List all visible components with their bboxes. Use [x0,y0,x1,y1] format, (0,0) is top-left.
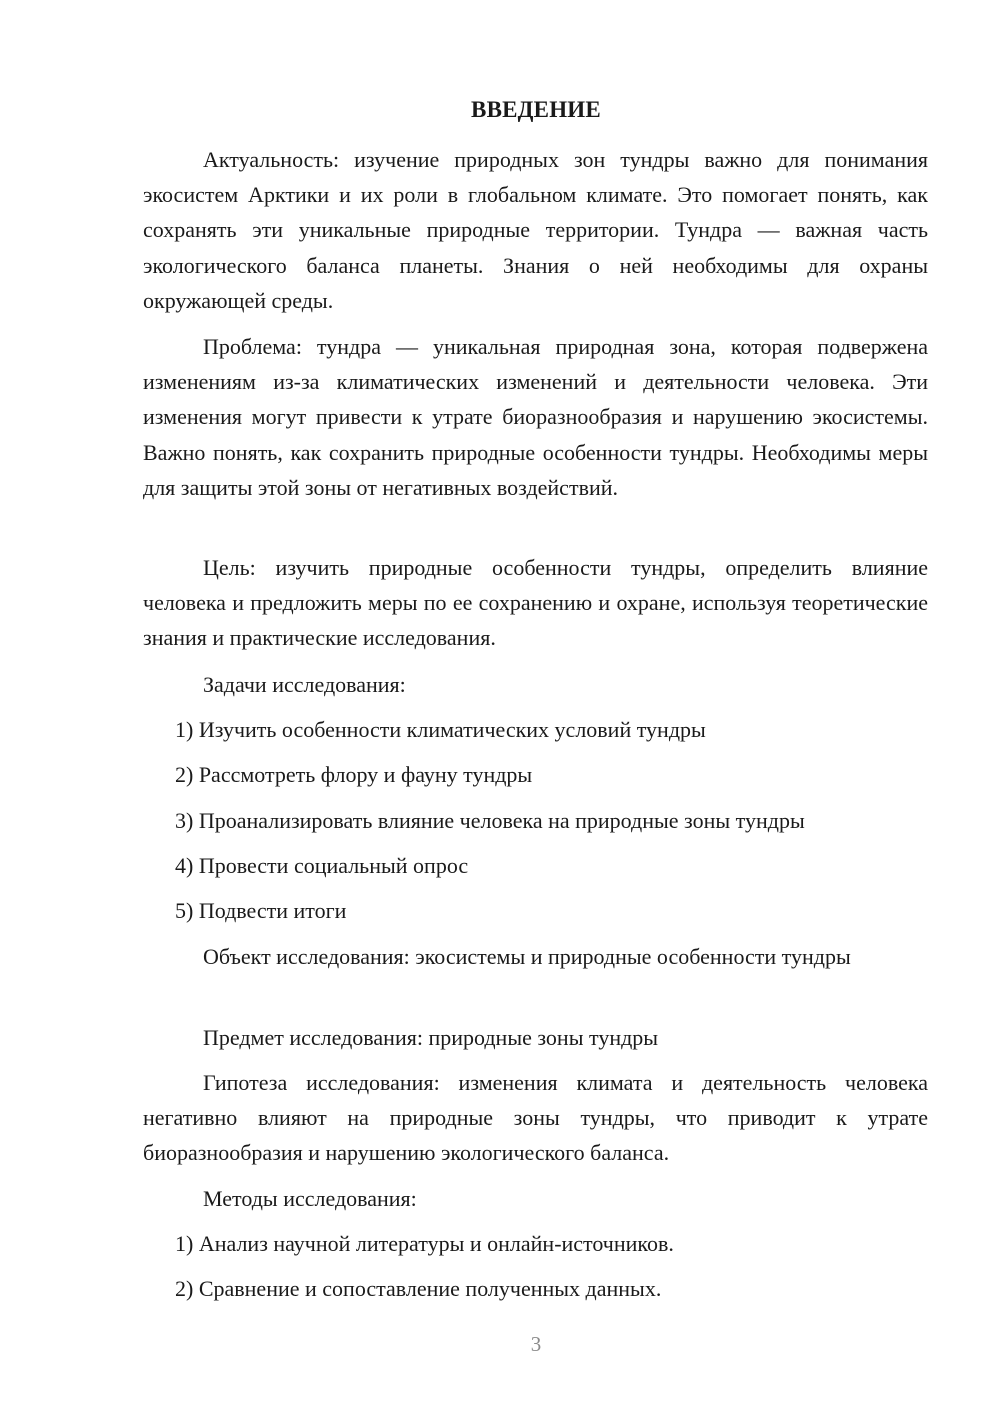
task-item: 4) Провести социальный опрос [175,853,469,878]
method-item: 1) Анализ научной литературы и онлайн-источников. [175,1231,674,1256]
page-number: 3 [530,1332,542,1356]
relevance-paragraph: Актуальность: изучение природных зон тундры важно для понимания экосистем Арктики и их роли в глобальном климате. Это помогает понять, как сохранять эти уникальные природные территории. Тундра — важная часть экологического баланса планеты. Знания о ней необходимы для охраны окружающей среды. [143,147,928,313]
problem-paragraph: Проблема: тундра — уникальная природная зона, которая подвержена изменениям из-за климатических изменений и деятельности человека. Эти изменения могут привести к утрате биоразнообразия и нарушению экосистемы. Важно понять, как сохранить природные особенности тундры. Необходимы меры для защиты этой зоны от негативных воздействий. [143,334,928,500]
tasks-heading: Задачи исследования: [203,672,406,697]
task-item: 3) Проанализировать влияние человека на природные зоны тундры [175,808,805,833]
method-item: 2) Сравнение и сопоставление полученных данных. [175,1276,662,1301]
task-item: 1) Изучить особенности климатических условий тундры [175,717,706,742]
subject-paragraph: Предмет исследования: природные зоны тундры [203,1025,659,1050]
object-paragraph: Объект исследования: экосистемы и природные особенности тундры [203,944,851,969]
task-item: 2) Рассмотреть флору и фауну тундры [175,762,533,787]
task-item: 5) Подвести итоги [175,898,347,923]
goal-paragraph: Цель: изучить природные особенности тундры, определить влияние человека и предложить меры по ее сохранению и охране, используя теоретические знания и практические исследования. [143,555,928,651]
methods-heading: Методы исследования: [203,1186,417,1211]
hypothesis-paragraph: Гипотеза исследования: изменения климата и деятельность человека негативно влияют на природные зоны тундры, что приводит к утрате биоразнообразия и нарушению экологического баланса. [143,1070,928,1166]
page-title: ВВЕДЕНИЕ [471,97,601,122]
